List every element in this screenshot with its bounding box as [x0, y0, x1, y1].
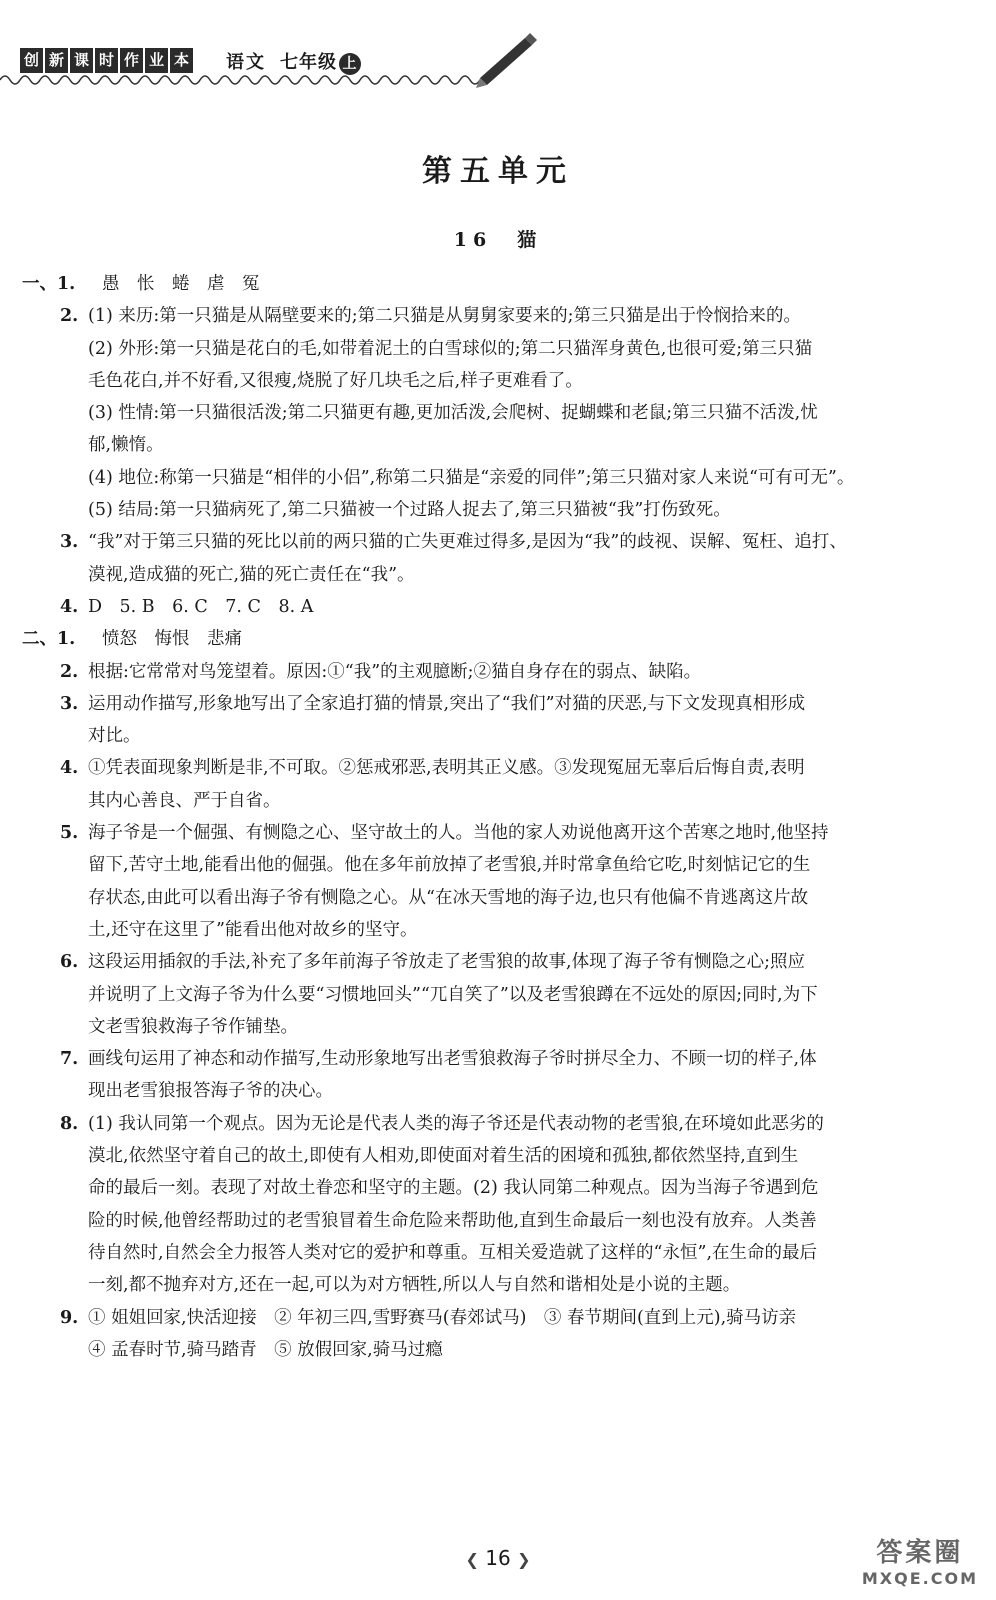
answer-text: 其内心善良、严于自省。: [88, 790, 281, 811]
question-number: 4.: [60, 758, 79, 779]
answer-line: [22, 1140, 957, 1172]
brand-char: 业: [145, 48, 168, 73]
watermark-title: 答案圈: [876, 1538, 964, 1568]
answer-text: 这段运用插叙的手法,补充了多年前海子爷放走了老雪狼的故事,体现了海子爷有恻隐之心;照应: [88, 952, 806, 973]
answer-text: 漠视,造成猫的死亡,猫的死亡责任在“我”。: [88, 564, 415, 585]
answer-line: [22, 785, 957, 817]
answer-text: 现出老雪狼报答海子爷的决心。: [88, 1081, 333, 1102]
answer-line: [22, 1269, 957, 1301]
unit-title: 第五单元: [422, 154, 574, 189]
answer-text: 愚 怅 蜷 虐 冤: [102, 274, 260, 294]
answer-text: (2) 外形:第一只猫是花白的毛,如带着泥土的白雪球似的;第二只猫浑身黄色,也很可爱;第三只猫: [88, 338, 813, 359]
brand-char: 课: [70, 48, 93, 73]
answer-text: (1) 来历:第一只猫是从隔壁要来的;第二只猫是从舅舅家要来的;第三只猫是出于怜悯拾来的。: [88, 306, 802, 327]
question-number: 二、1.: [22, 629, 76, 650]
answer-line: [22, 849, 957, 881]
answer-text: ④ 孟春时节,骑马踏青 ⑤ 放假回家,骑马过瘾: [88, 1339, 443, 1360]
answer-text: (3) 性情:第一只猫很活泼;第二只猫更有趣,更加活泼,会爬树、捉蝴蝶和老鼠;第三只猫不活泼,忧: [88, 403, 818, 424]
answer-text: ① 姐姐回家,快活迎接 ② 年初三四,雪野赛马(春郊试马) ③ 春节期间(直到上元),骑马访亲: [88, 1307, 797, 1328]
wave-divider-icon: [0, 70, 500, 90]
answer-text: 一刻,都不抛弃对方,还在一起,可以为对方牺牲,所以人与自然和谐相处是小说的主题。: [88, 1275, 741, 1296]
answer-text: 并说明了上文海子爷为什么要“习惯地回头”“兀自笑了”以及老雪狼蹲在不远处的原因;同时,为下: [88, 984, 818, 1005]
answer-line: [22, 688, 957, 720]
question-number: 8.: [60, 1113, 79, 1134]
answer-line: [22, 429, 957, 461]
answer-text: 运用动作描写,形象地写出了全家追打猫的情景,突出了“我们”对猫的厌恶,与下文发现真相形成: [88, 693, 806, 714]
answer-line: [22, 1172, 957, 1204]
brand-char: 作: [120, 48, 143, 73]
answer-text: 愤怒 悔恨 悲痛: [102, 629, 242, 650]
answer-line: [22, 979, 957, 1011]
answer-line: [22, 817, 957, 849]
answer-text: 土,还守在这里了”能看出他对故乡的坚守。: [88, 919, 418, 940]
question-number: 7.: [60, 1049, 79, 1070]
brand-char: 本: [170, 48, 193, 73]
page-number-left-deco-icon: ❮: [465, 1550, 479, 1569]
answer-line: [22, 882, 957, 914]
answer-text: 文老雪狼救海子爷作铺垫。: [88, 1016, 298, 1037]
answer-text: 对比。: [88, 726, 141, 747]
answer-line: [22, 333, 957, 365]
answer-line: [22, 462, 957, 494]
page-header: [0, 30, 996, 110]
answer-text: 漠北,依然坚守着自己的故土,即使有人相劝,即使面对着生活的困境和孤独,都依然坚持,直到生: [88, 1146, 799, 1167]
question-number: 一、1.: [22, 274, 76, 294]
answer-text: 画线句运用了神态和动作描写,生动形象地写出老雪狼救海子爷时拼尽全力、不顾一切的样子,体: [88, 1049, 817, 1070]
brand-char: 创: [20, 48, 43, 73]
question-number: 3.: [60, 693, 79, 714]
answer-text: 存状态,由此可以看出海子爷有恻隐之心。从“在冰天雪地的海子边,也只有他偏不肯逃离这片故: [88, 887, 809, 908]
answer-line: [22, 720, 957, 752]
watermark-url: MXQE.COM: [861, 1569, 978, 1588]
answer-line: [22, 946, 957, 978]
answer-text: ①凭表面现象判断是非,不可取。②惩戒邪恶,表明其正义感。③发现冤屈无辜后后悔自责,表明: [88, 758, 805, 779]
question-number: 4.: [60, 596, 79, 617]
subject-label: 语文: [226, 52, 266, 73]
grade-text: 七年级: [280, 52, 337, 73]
answer-line: [22, 1302, 957, 1334]
answer-line: [22, 300, 957, 332]
answer-line: [22, 559, 957, 591]
answer-line: [22, 526, 957, 558]
answer-line: [22, 1108, 957, 1140]
question-number: 6.: [60, 952, 79, 973]
answer-line: [22, 268, 957, 300]
answer-text: (4) 地位:称第一只猫是“相伴的小侣”,称第二只猫是“亲爱的同伴”;第三只猫对家人来说“可有可无”。: [88, 467, 855, 488]
answer-line: [22, 623, 957, 655]
answer-content: [22, 268, 957, 1366]
answer-line: [22, 656, 957, 688]
answer-line: [22, 1237, 957, 1269]
page-number: [0, 1546, 996, 1570]
question-number: 2.: [60, 306, 79, 327]
brand-char: 新: [45, 48, 68, 73]
answer-line: [22, 494, 957, 526]
answer-text: (1) 我认同第一个观点。因为无论是代表人类的海子爷还是代表动物的老雪狼,在环境如此恶劣的: [88, 1113, 824, 1134]
answer-text: 留下,苦守土地,能看出他的倔强。他在多年前放掉了老雪狼,并时常拿鱼给它吃,时刻惦记它的生: [88, 855, 811, 876]
answer-line: [22, 1334, 957, 1366]
answer-line: [22, 752, 957, 784]
answer-text: 险的时候,他曾经帮助过的老雪狼冒着生命危险来帮助他,直到生命最后一刻也没有放弃。人类善: [88, 1210, 817, 1231]
answer-line: [22, 1043, 957, 1075]
answer-text: 命的最后一刻。表现了对故土眷恋和坚守的主题。(2) 我认同第二种观点。因为当海子爷遇到危: [88, 1178, 819, 1199]
lesson-title: 16 猫: [453, 229, 543, 251]
question-number: 9.: [60, 1307, 79, 1328]
watermark-logo: [862, 1532, 978, 1588]
answer-text: 海子爷是一个倔强、有恻隐之心、坚守故土的人。当他的家人劝说他离开这个苦寒之地时,他坚持: [88, 823, 829, 844]
answer-text: D 5. B 6. C 7. C 8. A: [88, 596, 314, 617]
brand-char: 时: [95, 48, 118, 73]
answer-line: [22, 1011, 957, 1043]
answer-line: [22, 1205, 957, 1237]
answer-line: [22, 914, 957, 946]
pencil-icon: [470, 30, 540, 90]
answer-text: (5) 结局:第一只猫病死了,第二只猫被一个过路人捉去了,第三只猫被“我”打伤致死。: [88, 500, 731, 521]
answer-line: [22, 397, 957, 429]
answer-text: 根据:它常常对鸟笼望着。原因:①“我”的主观臆断;②猫自身存在的弱点、缺陷。: [88, 661, 702, 682]
answer-line: [22, 1075, 957, 1107]
question-number: 2.: [60, 661, 79, 682]
answer-text: “我”对于第三只猫的死比以前的两只猫的亡失更难过得多,是因为“我”的歧视、误解、冤枉、追打、: [88, 532, 847, 553]
page-number-right-deco-icon: ❯: [517, 1550, 531, 1569]
answer-text: 毛色花白,并不好看,又很瘦,烧脱了好几块毛之后,样子更难看了。: [88, 370, 583, 391]
answer-line: [22, 365, 957, 397]
answer-line: [22, 591, 957, 623]
question-number: 5.: [60, 823, 79, 844]
page-number-text: 16: [485, 1546, 511, 1570]
answer-text: 郁,懒惰。: [88, 435, 164, 456]
grade-badge: 上: [339, 53, 361, 75]
question-number: 3.: [60, 532, 79, 553]
answer-text: 待自然时,自然会全力报答人类对它的爱护和尊重。互相关爱造就了这样的“永恒”,在生命的最后: [88, 1242, 818, 1263]
